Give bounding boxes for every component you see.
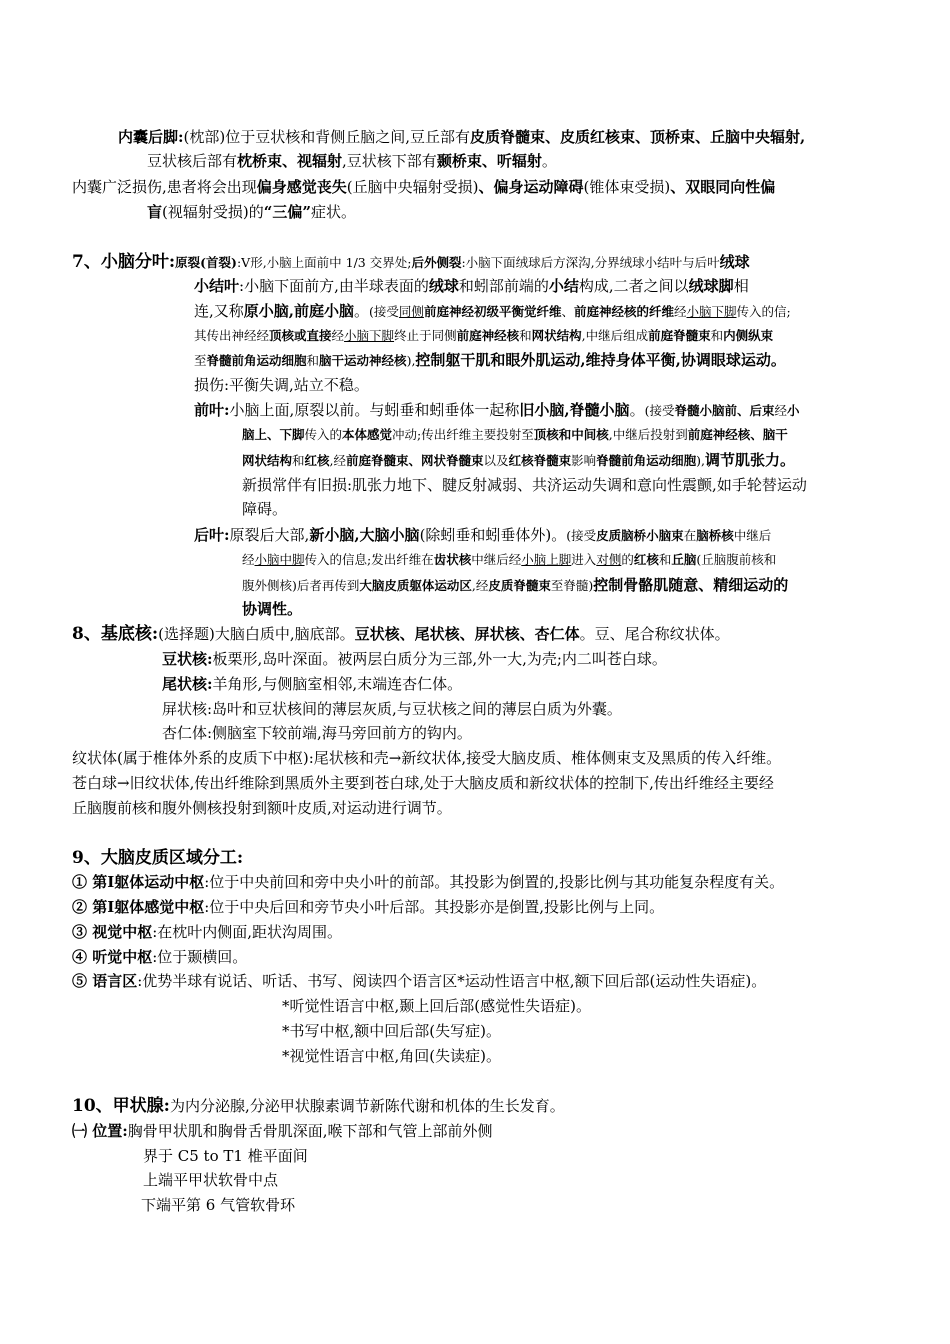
text: 和 [710, 328, 724, 343]
text: 、 [561, 304, 574, 319]
term: 皮质脊髓束、皮质红核束、顶桥束、丘脑中央辐射, [470, 128, 806, 146]
text: 杏仁体:侧脑室下较前端,海马旁回前方的钩内。 [162, 724, 472, 742]
cortex-item-5-sub-3 [282, 1044, 501, 1068]
text: 丘脑腹前核和腹外侧核投射到额叶皮质,对运动进行调节。 [72, 799, 452, 817]
text: (除蚓垂和蚓垂体外)。 [419, 526, 567, 544]
term: 偏身感觉丧失 [256, 178, 347, 196]
capsule-damage-line-2 [147, 200, 356, 224]
text: 经 [774, 403, 787, 418]
capsule-post-limb-line-1 [118, 125, 805, 149]
flocculonodular-line-1 [194, 274, 749, 298]
text: 纹状体(属于椎体外系的皮质下中枢):尾状核和壳→新纹状体,接受大脑皮质、椎体侧束支及黑质的传入纤维。 [72, 749, 782, 767]
text: ,豆状核下部有 [342, 152, 437, 170]
text: 。 [541, 152, 557, 170]
anterior-lobe-line-3 [242, 448, 795, 473]
term: 齿状核 [433, 552, 472, 567]
text: 和 [658, 552, 672, 567]
thyroid-line-3 [141, 1193, 295, 1217]
underlined-term: 同侧 [398, 304, 424, 319]
text: (视辐射受损)的 [162, 203, 264, 221]
cortex-heading-line [72, 846, 243, 870]
text: 的 [621, 552, 634, 567]
term: 、偏身运动障碍 [478, 178, 584, 196]
text: 羊角形,与侧脑室相邻,末端连杏仁体。 [212, 675, 463, 693]
term: 小结叶 [194, 277, 240, 295]
striatum-line-3 [72, 796, 452, 820]
text: 经 [242, 552, 255, 567]
text: 构成,二者之间以 [578, 277, 689, 295]
term: 枕桥束、视辐射 [237, 152, 343, 170]
term: 绒球脚 [688, 277, 734, 295]
cortex-item-5 [72, 969, 766, 993]
text: 进入 [571, 552, 597, 567]
section-heading: 9、大脑皮质区域分工: [72, 848, 244, 868]
text: :在枕叶内侧面,距状沟周围。 [152, 923, 343, 941]
text: 损伤:平衡失调,站立不稳。 [194, 376, 369, 394]
term: 顶核和中间核 [533, 427, 609, 442]
term: 脊髓前角运动细胞 [206, 353, 307, 368]
term: 前庭脊髓束 [648, 328, 711, 343]
term: 绒球 [428, 277, 459, 295]
text: 胸骨甲状肌和胸骨舌骨肌深面,喉下部和气管上部前外侧 [127, 1122, 493, 1140]
text: 经 [331, 328, 345, 343]
striatum-line-1 [72, 746, 781, 770]
term: 控制躯干肌和眼外肌运动,维持身体平衡,协调眼球运动。 [415, 351, 786, 369]
underlined-term: 小脑下脚 [344, 328, 395, 343]
text: 影响 [571, 453, 597, 468]
text: :位于中央后回和旁节央小叶后部。其投影亦是倒置,投影比例与上同。 [204, 898, 665, 916]
caudate-line [162, 672, 462, 696]
lentiform-line [162, 647, 667, 671]
text: 和 [519, 328, 532, 343]
text: :位于颞横回。 [152, 948, 248, 966]
term: 后外侧裂 [411, 255, 462, 270]
term: 内囊后脚: [118, 128, 184, 146]
term: 网状结构 [531, 328, 582, 343]
term: 后叶: [194, 526, 230, 544]
text: 终止于同侧 [394, 328, 457, 343]
term: 皮质脑桥小脑束 [596, 528, 684, 543]
term: 小结 [548, 277, 579, 295]
text: 小脑上面,原裂以前。与蚓垂和蚓垂体一起称 [229, 401, 520, 419]
term: 皮质脊髓束 [488, 578, 551, 593]
underlined-term: 小脑中脚 [254, 552, 305, 567]
anterior-lobe-damage-1 [242, 473, 807, 497]
text: 板栗形,岛叶深面。被两层白质分为三部,外一大,为壳;内二叫苍白球。 [212, 650, 667, 668]
text: 中继后经 [471, 552, 522, 567]
term: 控制骨骼肌随意、精细运动的 [593, 576, 789, 594]
text: ,中继后组成 [581, 328, 649, 343]
text: 屏状核:岛叶和豆状核间的薄层灰质,与豆状核之间的薄层白质为外囊。 [162, 700, 622, 718]
text: 。 [629, 401, 645, 419]
term: 新小脑,大脑小脑 [309, 526, 420, 544]
term: ① 第Ⅰ躯体运动中枢 [72, 873, 205, 891]
section-heading: 10、甲状腺: [72, 1096, 170, 1116]
term: ③ 视觉中枢 [72, 923, 153, 941]
term: 协调性。 [242, 600, 303, 618]
amygdala-line [162, 721, 472, 745]
text: *视觉性语言中枢,角回(失读症)。 [282, 1047, 501, 1065]
capsule-damage-line-1 [72, 175, 775, 199]
text: 和 [292, 453, 305, 468]
text: 下端平第 6 气管软骨环 [141, 1196, 296, 1214]
term: ⑤ 语言区 [72, 972, 138, 990]
term: 前庭神经核 [456, 328, 520, 343]
posterior-lobe-line-3 [242, 573, 788, 598]
term: 脑上、下脚 [242, 427, 305, 442]
underlined-term: 小脑下脚 [686, 304, 737, 319]
term: 小 [787, 403, 800, 418]
posterior-lobe-line-2 [242, 548, 776, 572]
term: 网状结构 [242, 453, 293, 468]
term: 原裂(首裂) [175, 255, 237, 270]
text: ,经 [471, 578, 489, 593]
text: (接受 [369, 304, 399, 319]
anterior-lobe-line-2 [242, 423, 788, 447]
text: ,中继后投射到 [608, 427, 688, 442]
term: 脊髓前角运动细胞 [596, 453, 697, 468]
text: 冲动;传出纤维主要投射至 [392, 427, 534, 442]
text: :V形,小脑上面前中 1/3 交界处; [236, 255, 412, 270]
thyroid-line-2 [143, 1168, 278, 1192]
term: 前庭神经核的纤维 [573, 304, 674, 319]
text: 和 [306, 353, 320, 368]
term: 前庭脊髓束、网状脊髓束 [346, 453, 484, 468]
text: 在 [683, 528, 697, 543]
text: 腹外侧核)后者再传到 [242, 578, 360, 593]
text: 苍白球→旧纹状体,传出纤维除到黑质外主要到苍白球,处于大脑皮质和新纹状体的控制下,传出纤维经主要经 [72, 774, 774, 792]
text: 至脊髓) [550, 578, 594, 593]
capsule-post-limb-line-2 [147, 149, 557, 173]
section-heading: 7、小脑分叶: [72, 252, 176, 272]
flocculonodular-line-2 [194, 299, 791, 324]
term: 大脑皮质躯体运动区 [359, 578, 472, 593]
flocculonodular-damage [194, 373, 369, 397]
text: 上端平甲状软骨中点 [143, 1171, 279, 1189]
text: (丘脑中央辐射受损) [346, 178, 479, 196]
term: “三偏” [263, 203, 311, 221]
text: 传入的 [304, 427, 343, 442]
cortex-item-1 [72, 870, 784, 894]
term: 调节肌张力。 [704, 451, 795, 469]
flocculonodular-line-4 [194, 348, 786, 373]
underlined-term: 小脑上脚 [521, 552, 572, 567]
basal-heading-line [72, 622, 730, 646]
text: 传入的信息;发出纤维在 [304, 552, 434, 567]
text: 新损常伴有旧损:肌张力地下、腱反射减弱、共济运动失调和意向性震颤,如手轮替运动 [242, 476, 807, 494]
term: 原小脑,前庭小脑 [243, 302, 355, 320]
text: 界于 C5 to T1 椎平面间 [143, 1147, 308, 1165]
term: ㈠ 位置: [72, 1122, 128, 1140]
posterior-lobe-line-4 [242, 597, 302, 621]
term: 盲 [147, 203, 163, 221]
cortex-item-5-sub-2 [282, 1019, 501, 1043]
text: 为内分泌腺,分泌甲状腺素调节新陈代谢和机体的生长发育。 [169, 1097, 565, 1115]
text: 连,又称 [194, 302, 244, 320]
text: 以及 [483, 453, 509, 468]
term: 旧小脑,脊髓小脑 [519, 401, 630, 419]
cerebellum-heading-line [72, 250, 750, 275]
term: 内侧纵束 [723, 328, 774, 343]
term: 红核 [633, 552, 659, 567]
text: (丘脑腹前核和 [696, 552, 777, 567]
text: :优势半球有说话、听话、书写、阅读四个语言区*运动性语言中枢,额下回后部(运动性失语症)。 [137, 972, 767, 990]
text: 传入的信; [736, 304, 791, 319]
posterior-lobe-line-1 [194, 523, 771, 548]
term: 红核脊髓束 [508, 453, 572, 468]
term: 本体感觉 [342, 427, 393, 442]
text: 。 [354, 302, 370, 320]
term: 脑桥核 [696, 528, 734, 543]
flocculonodular-line-3 [194, 324, 773, 348]
text: 。豆、尾合称纹状体。 [579, 625, 730, 643]
text: 内囊广泛损伤,患者将会出现 [72, 178, 257, 196]
text: 中继后 [733, 528, 772, 543]
text: (锥体束受损) [583, 178, 671, 196]
underlined-term: 对侧 [596, 552, 622, 567]
cortex-item-4 [72, 945, 247, 969]
cortex-item-5-sub-1 [282, 994, 591, 1018]
cortex-item-3 [72, 920, 342, 944]
term: 绒球 [719, 253, 750, 271]
thyroid-line-1 [143, 1144, 308, 1168]
text: 症状。 [311, 203, 357, 221]
text: 豆状核后部有 [147, 152, 238, 170]
text: 障碍。 [242, 500, 288, 518]
term: ② 第Ⅰ躯体感觉中枢 [72, 898, 205, 916]
text: ), [696, 453, 705, 468]
anterior-lobe-line-1 [194, 398, 800, 423]
thyroid-position-line [72, 1119, 493, 1143]
text: 原裂后大部, [229, 526, 310, 544]
text: :小脑下面前方,由半球表面的 [239, 277, 429, 295]
term: 、双眼同向性偏 [670, 178, 776, 196]
cortex-item-2 [72, 895, 664, 919]
term: 豆状核、尾状核、屏状核、杏仁体 [354, 625, 580, 643]
text: *书写中枢,额中回后部(失写症)。 [282, 1022, 501, 1040]
text: 其传出神经经 [194, 328, 270, 343]
term: 尾状核: [162, 675, 213, 693]
text: ,经 [329, 453, 347, 468]
text: *听觉性语言中枢,颞上回后部(感觉性失语症)。 [282, 997, 591, 1015]
text: ), [406, 353, 416, 368]
term: ④ 听觉中枢 [72, 948, 153, 966]
term: 前庭神经核、脑干 [687, 427, 788, 442]
text: (接受 [566, 528, 597, 543]
striatum-line-2 [72, 771, 774, 795]
text: 和蚓部前端的 [458, 277, 549, 295]
text: (枕部)位于豆状核和背侧丘脑之间,豆丘部有 [183, 128, 471, 146]
text: (接受 [644, 403, 675, 418]
text: 经 [673, 304, 687, 319]
text: 相 [733, 277, 749, 295]
text: :小脑下面绒球后方深沟,分界绒球小结叶与后叶 [461, 255, 720, 270]
term: 顶核或直接 [269, 328, 332, 343]
term: 前叶: [194, 401, 230, 419]
text: :位于中央前回和旁中央小叶的前部。其投影为倒置的,投影比例与其功能复杂程度有关。 [204, 873, 785, 891]
term: 豆状核: [162, 650, 213, 668]
term: 前庭神经初级平衡觉纤维 [423, 304, 562, 319]
term: 脊髓小脑前、后束 [674, 403, 775, 418]
term: 红核 [304, 453, 330, 468]
claustrum-line [162, 697, 622, 721]
anterior-lobe-damage-2 [242, 497, 287, 521]
text: 至 [194, 353, 207, 368]
term: 脑干运动神经核 [319, 353, 407, 368]
thyroid-heading-line [72, 1094, 565, 1118]
term: 颞桥束、听辐射 [436, 152, 542, 170]
term: 丘脑 [671, 552, 697, 567]
section-heading: 8、基底核: [72, 624, 159, 644]
text: (选择题)大脑白质中,脑底部。 [158, 625, 355, 643]
